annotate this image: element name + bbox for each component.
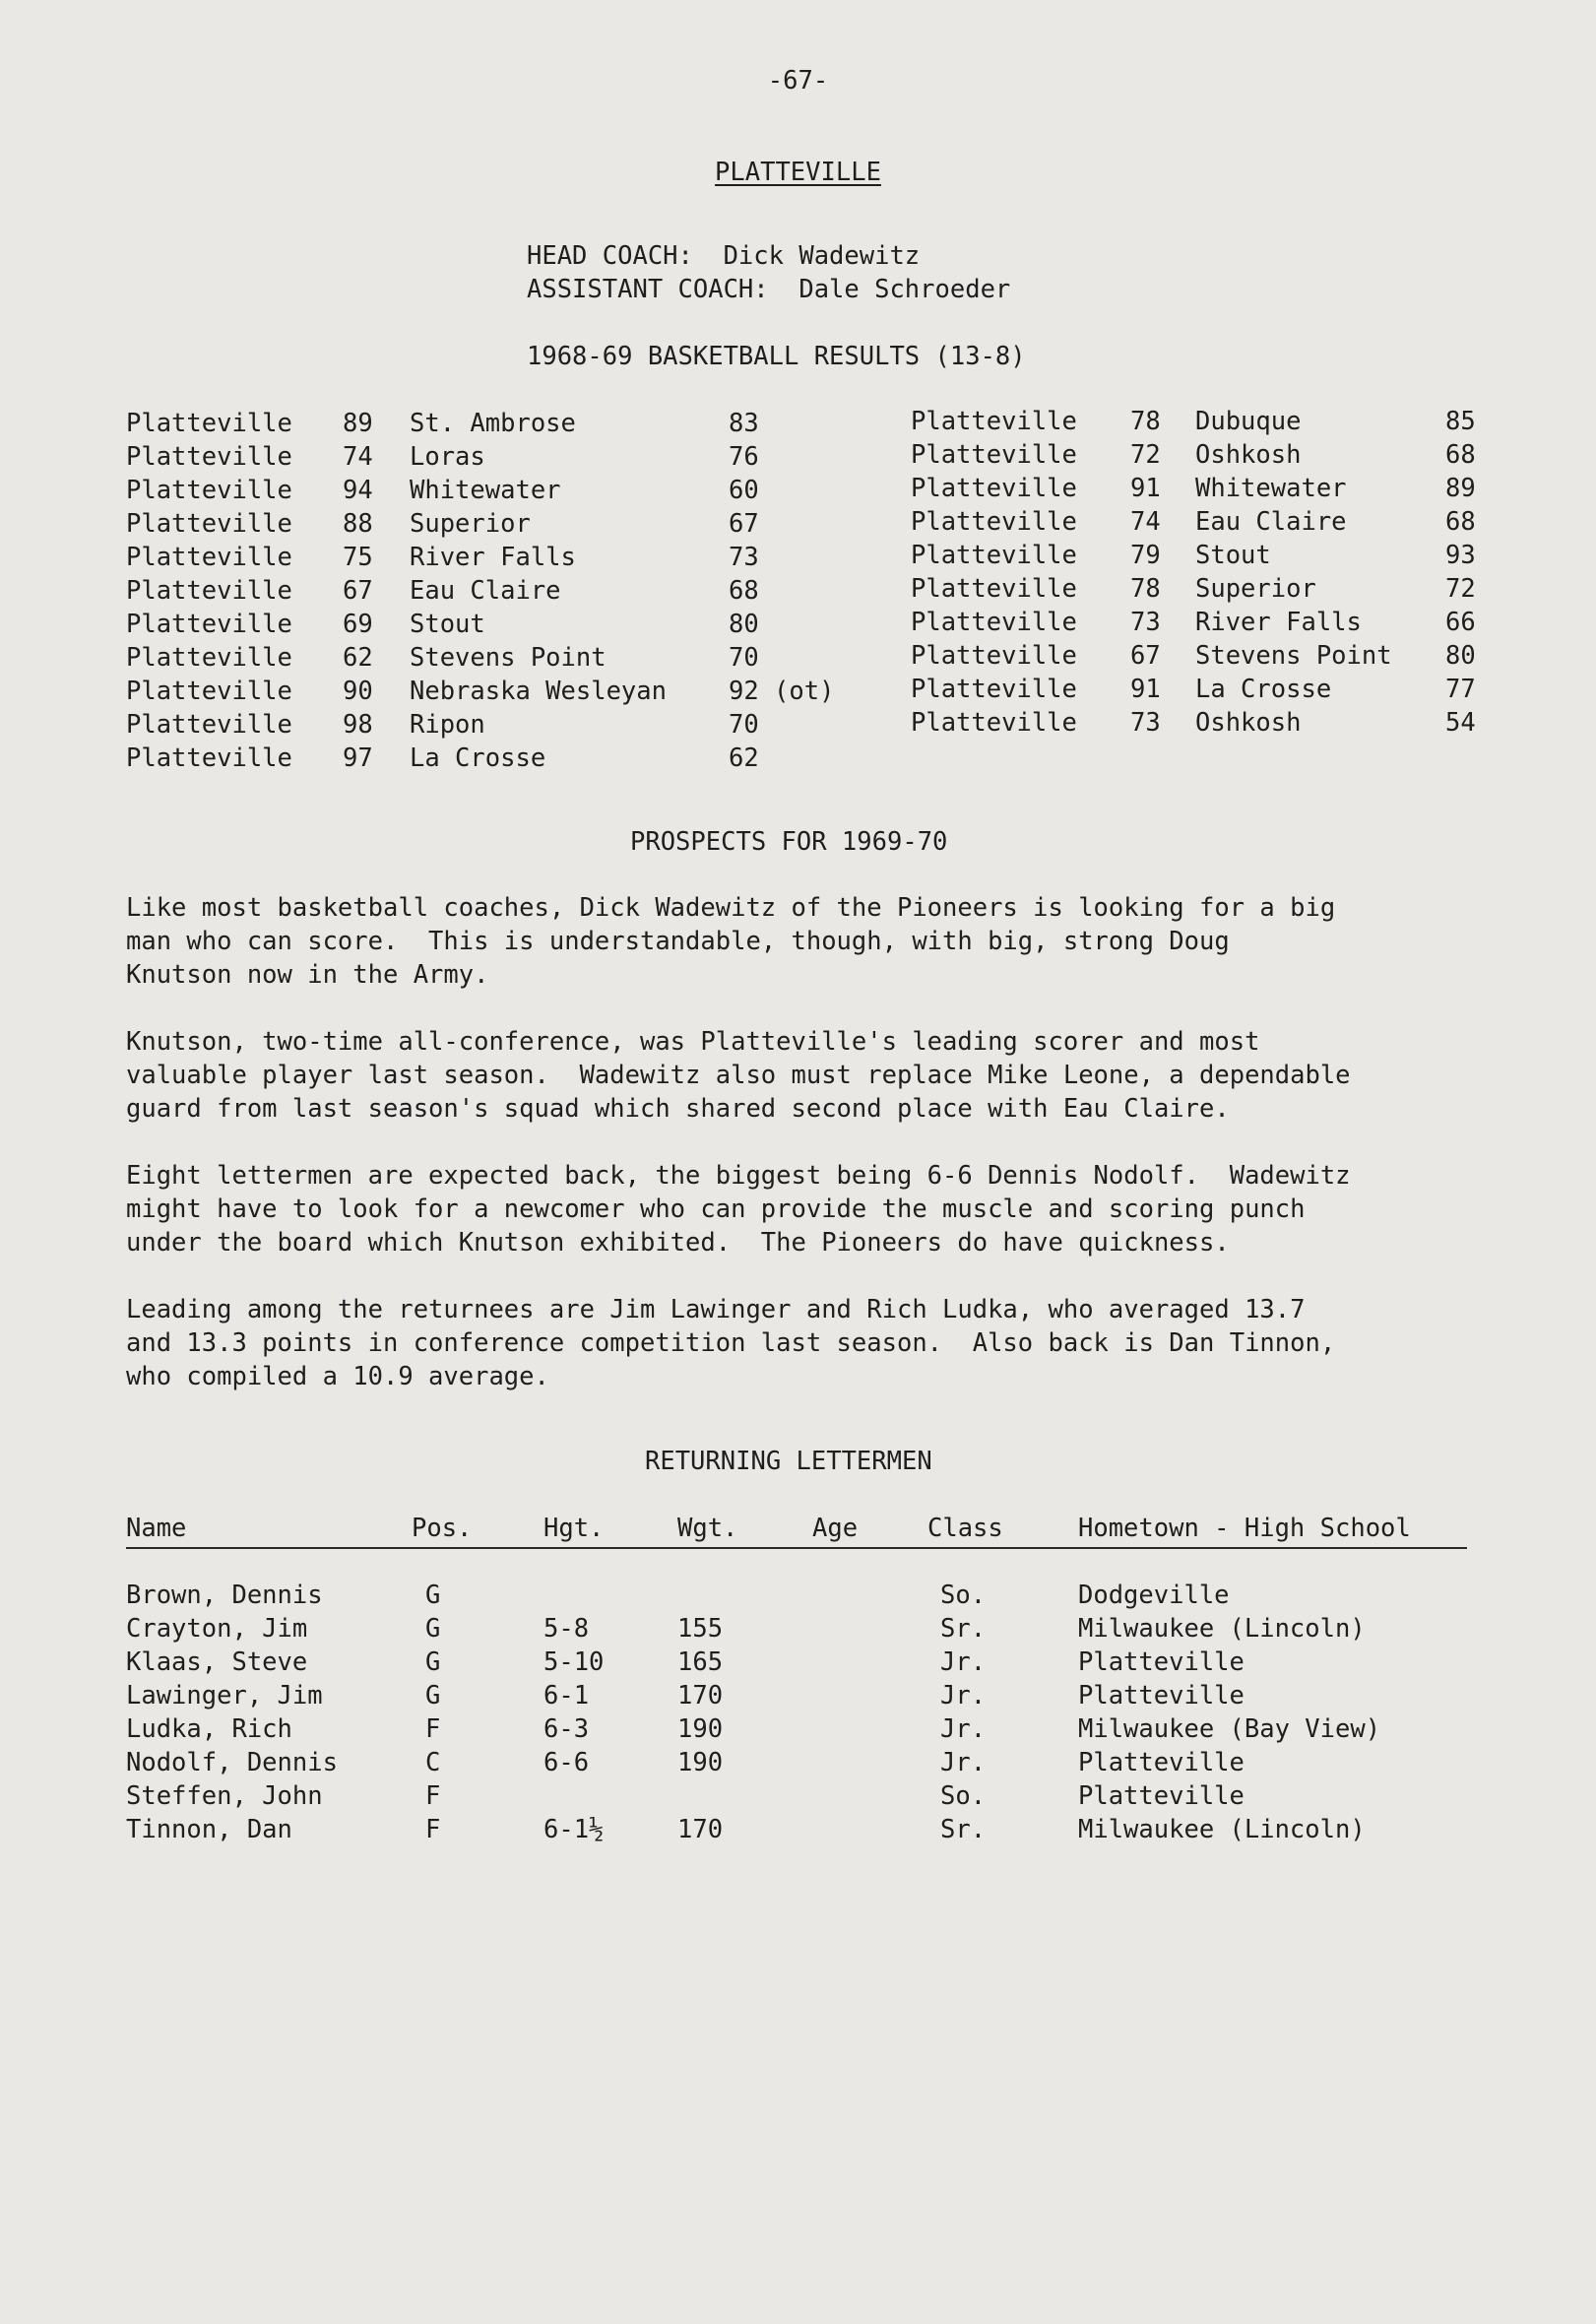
player-pos: F [425,1815,441,1844]
page-title [0,158,1596,187]
result-opponent: Whitewater [410,476,561,505]
result-team: Platteville [126,610,292,639]
lettermen-heading: RETURNING LETTERMEN [645,1447,932,1476]
paragraph-line: valuable player last season. Wadewitz also must replace Mike Leone, a dependable [126,1061,1351,1090]
result-team: Platteville [911,641,1077,671]
paragraph-line: Knutson, two-time all-conference, was Platteville's leading scorer and most [126,1027,1260,1057]
result-team: Platteville [126,643,292,673]
result-team: Platteville [911,407,1077,436]
player-class: So. [940,1781,987,1811]
player-wgt: 170 [677,1815,724,1844]
paragraph [126,1025,1495,1126]
player-class: Jr. [940,1681,987,1711]
header-divider [126,1547,1467,1549]
player-pos: C [425,1748,441,1777]
player-hometown: Dodgeville [1078,1581,1230,1610]
result-opp-score: 66 [1445,608,1476,637]
player-hgt: 6-6 [543,1748,590,1777]
result-opp-score: 68 [729,576,759,606]
player-hometown: Milwaukee (Lincoln) [1078,1614,1366,1644]
player-name: Lawinger, Jim [126,1681,323,1711]
result-score: 67 [343,576,373,606]
results-heading: 1968-69 BASKETBALL RESULTS (13-8) [527,342,1026,371]
player-name: Nodolf, Dennis [126,1748,338,1777]
paragraph-line: who compiled a 10.9 average. [126,1362,549,1391]
result-opponent: Dubuque [1195,407,1302,436]
result-team: Platteville [126,677,292,706]
player-class: So. [940,1581,987,1610]
player-hgt: 6-3 [543,1714,590,1744]
result-opponent: Loras [410,442,485,472]
result-score: 75 [343,543,373,572]
result-opp-score: 72 [1445,574,1476,604]
result-opp-score: 60 [729,476,759,505]
result-team: Platteville [911,507,1077,537]
player-name: Tinnon, Dan [126,1815,292,1844]
player-wgt: 190 [677,1748,724,1777]
paragraph-line: Knutson now in the Army. [126,960,489,990]
paragraph-line: Like most basketball coaches, Dick Wadewitz of the Pioneers is looking for a big [126,893,1336,923]
result-opp-score: 70 [729,710,759,740]
column-header: Age [812,1514,859,1543]
result-team: Platteville [126,442,292,472]
result-score: 78 [1130,574,1161,604]
player-hometown: Platteville [1078,1647,1245,1677]
result-opp-score: 76 [729,442,759,472]
player-hometown: Platteville [1078,1681,1245,1711]
result-opponent: Stout [1195,541,1271,570]
player-pos: F [425,1714,441,1744]
player-pos: G [425,1581,441,1610]
result-opponent: Stevens Point [410,643,606,673]
result-opponent: Whitewater [1195,474,1347,503]
player-wgt: 190 [677,1714,724,1744]
result-team: Platteville [911,675,1077,704]
result-team: Platteville [126,743,292,773]
result-team: Platteville [911,574,1077,604]
result-score: 69 [343,610,373,639]
paragraph-line: guard from last season's squad which shared second place with Eau Claire. [126,1094,1230,1124]
player-class: Sr. [940,1614,987,1644]
result-opp-score: 67 [729,509,759,539]
player-class: Jr. [940,1714,987,1744]
column-header: Hometown - High School [1078,1514,1411,1543]
player-name: Steffen, John [126,1781,323,1811]
result-score: 97 [343,743,373,773]
result-opp-score: 92 (ot) [729,677,835,706]
result-score: 91 [1130,474,1161,503]
result-team: Platteville [911,440,1077,470]
result-score: 88 [343,509,373,539]
player-hometown: Milwaukee (Bay View) [1078,1714,1381,1744]
column-header: Name [126,1514,187,1543]
player-hgt: 5-8 [543,1614,590,1644]
column-header: Pos. [412,1514,473,1543]
result-score: 91 [1130,675,1161,704]
result-opponent: La Crosse [410,743,546,773]
result-team: Platteville [911,474,1077,503]
paragraph-line: might have to look for a newcomer who can provide the muscle and scoring punch [126,1194,1306,1224]
paragraph-line: Eight lettermen are expected back, the biggest being 6-6 Dennis Nodolf. Wadewitz [126,1161,1351,1191]
result-opp-score: 80 [729,610,759,639]
player-class: Sr. [940,1815,987,1844]
result-team: Platteville [126,710,292,740]
result-opp-score: 73 [729,543,759,572]
paragraph-line: Leading among the returnees are Jim Lawinger and Rich Ludka, who averaged 13.7 [126,1295,1306,1324]
result-opp-score: 83 [729,409,759,438]
player-pos: F [425,1781,441,1811]
result-score: 73 [1130,608,1161,637]
result-team: Platteville [126,576,292,606]
title-text: PLATTEVILLE [715,158,881,187]
result-opponent: Ripon [410,710,485,740]
result-opp-score: 54 [1445,708,1476,738]
result-team: Platteville [126,476,292,505]
result-opp-score: 68 [1445,507,1476,537]
result-opp-score: 85 [1445,407,1476,436]
result-opponent: La Crosse [1195,675,1332,704]
result-team: Platteville [126,509,292,539]
result-opp-score: 80 [1445,641,1476,671]
result-opponent: Superior [1195,574,1316,604]
result-opponent: Oshkosh [1195,440,1302,470]
result-team: Platteville [126,543,292,572]
head-coach-line: HEAD COACH: Dick Wadewitz [527,241,921,271]
prospects-heading: PROSPECTS FOR 1969-70 [630,827,948,857]
player-hometown: Milwaukee (Lincoln) [1078,1815,1366,1844]
player-wgt: 165 [677,1647,724,1677]
result-opponent: Oshkosh [1195,708,1302,738]
result-team: Platteville [911,708,1077,738]
result-opp-score: 68 [1445,440,1476,470]
result-score: 74 [1130,507,1161,537]
result-score: 78 [1130,407,1161,436]
player-name: Brown, Dennis [126,1581,323,1610]
result-score: 73 [1130,708,1161,738]
result-opponent: Stevens Point [1195,641,1392,671]
result-score: 74 [343,442,373,472]
result-score: 98 [343,710,373,740]
paragraph [126,891,1495,992]
player-name: Ludka, Rich [126,1714,292,1744]
paragraph-line: and 13.3 points in conference competition last season. Also back is Dan Tinnon, [126,1328,1336,1358]
assistant-coach-line: ASSISTANT COACH: Dale Schroeder [527,275,1011,304]
player-wgt: 170 [677,1681,724,1711]
result-score: 72 [1130,440,1161,470]
player-hgt: 6-1 [543,1681,590,1711]
player-name: Crayton, Jim [126,1614,308,1644]
result-opp-score: 89 [1445,474,1476,503]
result-team: Platteville [911,541,1077,570]
column-header: Class [927,1514,1003,1543]
player-name: Klaas, Steve [126,1647,308,1677]
result-opponent: Eau Claire [410,576,561,606]
result-opponent: Superior [410,509,531,539]
result-score: 62 [343,643,373,673]
player-hometown: Platteville [1078,1748,1245,1777]
player-class: Jr. [940,1748,987,1777]
player-hometown: Platteville [1078,1781,1245,1811]
result-opponent: River Falls [1195,608,1362,637]
result-opp-score: 77 [1445,675,1476,704]
result-score: 94 [343,476,373,505]
player-class: Jr. [940,1647,987,1677]
paragraph-line: man who can score. This is understandable, though, with big, strong Doug [126,927,1230,956]
column-header: Wgt. [677,1514,738,1543]
player-wgt: 155 [677,1614,724,1644]
player-hgt: 6-1½ [543,1815,605,1844]
result-opp-score: 93 [1445,541,1476,570]
result-score: 89 [343,409,373,438]
result-opp-score: 70 [729,643,759,673]
result-opponent: Stout [410,610,485,639]
paragraph [126,1159,1495,1259]
result-opponent: Nebraska Wesleyan [410,677,667,706]
page-number: -67- [767,66,829,96]
result-opponent: St. Ambrose [410,409,576,438]
result-score: 90 [343,677,373,706]
result-score: 79 [1130,541,1161,570]
result-opponent: Eau Claire [1195,507,1347,537]
result-opponent: River Falls [410,543,576,572]
result-team: Platteville [911,608,1077,637]
paragraph [126,1293,1495,1393]
result-team: Platteville [126,409,292,438]
player-pos: G [425,1614,441,1644]
paragraph-line: under the board which Knutson exhibited. The Pioneers do have quickness. [126,1228,1230,1258]
player-pos: G [425,1647,441,1677]
player-pos: G [425,1681,441,1711]
column-header: Hgt. [543,1514,605,1543]
player-hgt: 5-10 [543,1647,605,1677]
result-opp-score: 62 [729,743,759,773]
result-score: 67 [1130,641,1161,671]
